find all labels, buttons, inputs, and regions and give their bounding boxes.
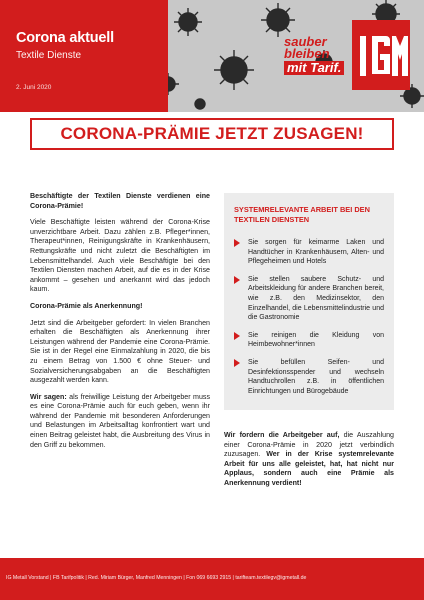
arrow-icon <box>234 359 240 367</box>
ig-metall-logo-icon <box>352 20 410 90</box>
paragraph-1: Viele Beschäftigte leisten während der Corona-Krise unverzichtbare Arbeit. Dazu zählen z.B. Pfleger*innen, Therapeut*innen, Reinigungskräfte in Krankenhäusern, Rettungskräfte und nicht zuletzt die Beschäftigten im Lebensmittelhandel. Auch viele Beschäftigte bei den Textilen Diensten machen Arbeit, auf die es in der Krise ankommt – gesehen und anerkannt wird das jedoch kaum. <box>30 218 210 294</box>
list-item <box>234 331 384 350</box>
footer-imprint: IG Metall Vorstand | FB Tarifpolitik | Red. Miriam Bürger, Manfred Menningen | Fon 069 6693 2915 | tarifteam.textilegv@igmetall.de <box>6 575 307 581</box>
arrow-icon <box>234 239 240 247</box>
paragraph-3-lead: Wir sagen: <box>30 392 67 401</box>
paragraph-3 <box>30 393 210 451</box>
paragraph-3-body: als freiwillige Leistung der Arbeitgeber muss es eine Corona-Prämie auch für euch geben, wenn ihr während der Pandemie mit besonderen Anforderungen und Belastungen im Arbeitsalltag konfrontiert wart und einen Beitrag geleistet habt, die Ausbreitung des Virus in den Griff zu bekommen. <box>30 392 211 449</box>
demand-text: die Auszahlung einer Corona-Prämie in 2020 jetzt verbindlich zuzusagen. <box>224 431 394 459</box>
demand-lead: Wir fordern die Arbeitgeber auf, <box>224 431 340 439</box>
list-item <box>234 358 384 396</box>
header-date: 2. Juni 2020 <box>16 84 52 91</box>
paragraph-2: Jetzt sind die Arbeitgeber gefordert: In vielen Branchen erhalten die Beschäftigten als Anerkennung ihrer Leistungen während der Pandemie eine Corona-Prämie. Sie ist in der Regel eine Einmalzahlung in 2020, die bis zu einem Betrag von 1.500 € ohne Steuer- und Sozialversicherungsabgaben an die Beschäftigten ausgezahlt werden kann. <box>30 318 210 385</box>
list-item-text: Sie sorgen für keimarme Laken und Handtücher in Krankenhäusern, Alten- und Pflegeheimen und Hotels <box>248 239 384 266</box>
list-item <box>234 275 384 323</box>
header <box>0 0 424 112</box>
left-column <box>30 192 210 457</box>
box-list <box>234 238 384 396</box>
box-title: SYSTEMRELEVANTE ARBEIT BEI DEN TEXTILEN DIENSTEN <box>234 205 370 224</box>
demand-paragraph <box>224 431 394 489</box>
arrow-icon <box>234 332 240 340</box>
headline-banner <box>30 118 394 150</box>
list-item-text: Sie reinigen die Kleidung von Heimbewohner*innen <box>248 331 384 349</box>
systemrelevant-box <box>224 193 394 410</box>
campaign-line-3: mit Tarif. <box>284 61 344 75</box>
header-title: Corona aktuell <box>16 30 114 46</box>
list-item-text: Sie stellen saubere Schutz- und Arbeitskleidung für andere Branchen bereit, wie z.B. den Medizinsektor, den Einzelhandel, die Lebensmittelindustrie und die Gastronomie <box>248 275 384 322</box>
campaign-line-2: bleiben <box>284 46 330 61</box>
headline-text: CORONA-PRÄMIE JETZT ZUSAGEN! <box>60 124 364 143</box>
subheading-recognition: Corona-Prämie als Anerkennung! <box>30 301 143 310</box>
header-subtitle: Textile Dienste <box>16 50 82 61</box>
list-item <box>234 238 384 267</box>
campaign-logo <box>284 36 348 82</box>
list-item-text: Sie befüllen Seifen- und Desinfektionsspender und wechseln Handtuchrollen z.B. in öffentlichen Einrichtungen und Bürogebäude <box>248 358 384 395</box>
demand-closing: Wer in der Krise systemrelevante Arbeit für uns alle geleistet, hat, hat nicht nur Applaus, sondern auch eine Prämie als Anerkennung verdient! <box>224 450 394 487</box>
campaign-line-1: sauber <box>284 34 327 49</box>
ig-metall-logo <box>352 20 410 90</box>
intro-heading: Beschäftigte der Textilen Dienste verdienen eine Corona-Prämie! <box>30 192 210 210</box>
arrow-icon <box>234 276 240 284</box>
